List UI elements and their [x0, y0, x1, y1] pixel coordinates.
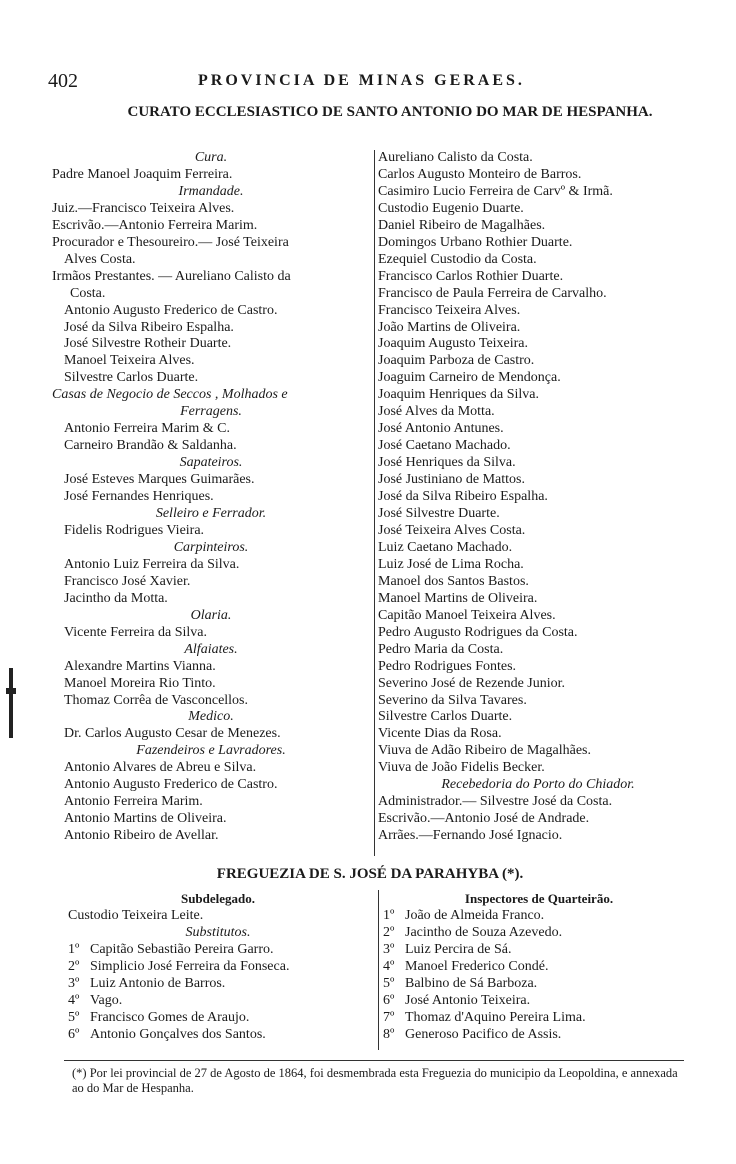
numbered-entry: [383, 958, 695, 975]
numbered-entry: [68, 1009, 368, 1026]
entry-line: Domingos Urbano Rothier Duarte.: [378, 234, 573, 250]
entry-line: Aureliano Calisto da Costa.: [378, 150, 533, 165]
inspectores-block: [378, 890, 695, 1050]
entry-line: Medico.: [188, 709, 234, 725]
entry-line: Manoel dos Santos Bastos.: [378, 573, 529, 589]
directory-columns: [52, 150, 692, 856]
running-title: PROVINCIA DE MINAS GERAES.: [198, 72, 525, 89]
numbered-entry: [68, 941, 368, 958]
entry-line: Antonio Luiz Ferreira da Silva.: [64, 556, 240, 572]
entry-line: José Silvestre Duarte.: [378, 506, 500, 522]
entry-line: Padre Manoel Joaquim Ferreira.: [52, 166, 233, 182]
subdelegado-name: Custodio Teixeira Leite.: [68, 908, 204, 923]
footnote-rule: [64, 1060, 684, 1061]
entry-line: Antonio Martins de Oliveira.: [64, 811, 227, 827]
entry-line: Selleiro e Ferrador.: [155, 506, 267, 522]
entry-line: José Caetano Machado.: [378, 438, 511, 454]
entry-line: Severino José de Rezende Junior.: [378, 675, 566, 691]
entry-line: José Esteves Marques Guimarães.: [64, 472, 255, 488]
entry-line: Pedro Rodrigues Fontes.: [378, 658, 517, 674]
entry-text: Manoel Frederico Condé.: [405, 959, 549, 974]
entry-line: Vicente Ferreira da Silva.: [64, 624, 207, 640]
entry-line: Administrador.— Silvestre José da Costa.: [378, 794, 613, 810]
subdelegado-heading: Subdelegado.: [180, 891, 256, 906]
entry-text: Francisco Gomes de Araujo.: [90, 1010, 250, 1025]
entry-text: Balbino de Sá Barboza.: [405, 976, 538, 991]
freguezia-title: FREGUEZIA DE S. JOSÉ DA PARAHYBA (*).: [216, 866, 524, 882]
entry-line: José Teixeira Alves Costa.: [378, 522, 526, 538]
entry-number: 1º: [68, 942, 80, 957]
left-column: [52, 150, 370, 845]
entry-line: Carpinteiros.: [173, 539, 249, 555]
entry-text: João de Almeida Franco.: [405, 908, 545, 923]
entry-line: Sapateiros.: [179, 455, 243, 471]
entry-text: Luiz Antonio de Barros.: [90, 976, 226, 991]
numbered-entry: [383, 924, 695, 941]
numbered-entry: [68, 992, 368, 1009]
entry-line: Arrães.—Fernando José Ignacio.: [378, 828, 563, 844]
entry-line: Pedro Maria da Costa.: [378, 641, 504, 657]
entry-text: Capitão Sebastião Pereira Garro.: [90, 942, 274, 957]
entry-line: Francisco Carlos Rothier Duarte.: [378, 268, 564, 284]
numbered-entry: [68, 1026, 368, 1043]
numbered-entry: [68, 975, 368, 992]
entry-line: Manoel Teixeira Alves.: [64, 353, 195, 369]
entry-line: Jacintho da Motta.: [64, 590, 168, 606]
entry-line: Juiz.—Francisco Teixeira Alves.: [52, 200, 235, 216]
entry-line: Escrivão.—Antonio Ferreira Marim.: [52, 217, 258, 233]
numbered-entry: [383, 941, 695, 958]
entry-number: 4º: [68, 993, 80, 1008]
entry-number: 4º: [383, 959, 395, 974]
entry-number: 7º: [383, 1010, 395, 1025]
numbered-entry: [383, 1026, 695, 1043]
substitutos-list: [68, 941, 368, 1043]
entry-line: Costa.: [70, 285, 106, 301]
entry-line: João Martins de Oliveira.: [378, 319, 521, 335]
entry-line: Alexandre Martins Vianna.: [64, 658, 216, 674]
entry-line: Viuva de Adão Ribeiro de Magalhães.: [378, 743, 591, 759]
entry-line: Joaquim Henriques da Silva.: [378, 387, 539, 403]
subdelegado-block: [68, 890, 368, 1043]
entry-number: 6º: [383, 993, 395, 1008]
entry-line: Thomaz Corrêa de Vasconcellos.: [64, 692, 249, 708]
entry-text: José Antonio Teixeira.: [405, 993, 531, 1008]
entry-line: Antonio Ferreira Marim.: [64, 794, 203, 810]
entry-line: Pedro Augusto Rodrigues da Costa.: [378, 624, 578, 640]
entry-line: Joaquim Parboza de Castro.: [378, 353, 535, 369]
entry-line: Manoel Moreira Rio Tinto.: [64, 675, 216, 691]
entry-line: Casas de Negocio de Seccos , Molhados e: [52, 387, 288, 403]
footnote: (*) Por lei provincial de 27 de Agosto de 1864, foi desmembrada esta Freguezia do municipio da Leopoldina, e annexada ao do Mar de Hespanha.: [72, 1066, 678, 1095]
freguezia-officials: [68, 890, 686, 1050]
numbered-entry: [68, 958, 368, 975]
entry-line: Vicente Dias da Rosa.: [378, 726, 502, 742]
entry-number: 5º: [383, 976, 395, 991]
entry-text: Jacintho de Souza Azevedo.: [405, 925, 563, 940]
entry-line: Ezequiel Custodio da Costa.: [378, 251, 537, 267]
entry-line: Fazendeiros e Lavradores.: [136, 743, 286, 759]
entry-line: Francisco de Paula Ferreira de Carvalho.: [378, 285, 607, 301]
entry-line: Silvestre Carlos Duarte.: [64, 370, 199, 386]
entry-line: Irmandade.: [178, 183, 244, 199]
entry-line: Carneiro Brandão & Saldanha.: [64, 438, 237, 454]
entry-line: Alfaiates.: [184, 641, 238, 657]
substitutos-heading: Substitutos.: [185, 925, 251, 940]
entry-line: Custodio Eugenio Duarte.: [378, 200, 524, 216]
entry-line: José Alves da Motta.: [378, 404, 495, 420]
entry-line: José Fernandes Henriques.: [64, 489, 214, 505]
entry-line: Ferragens.: [180, 404, 242, 420]
inspectores-list: [383, 907, 695, 1043]
entry-line: Joaquim Augusto Teixeira.: [378, 336, 529, 352]
entry-number: 2º: [68, 959, 80, 974]
entry-line: Antonio Augusto Frederico de Castro.: [64, 777, 278, 793]
entry-line: Antonio Augusto Frederico de Castro.: [64, 302, 278, 318]
page-header: [48, 70, 698, 94]
entry-text: Vago.: [90, 993, 123, 1008]
entry-number: 5º: [68, 1010, 80, 1025]
entry-line: Capitão Manoel Teixeira Alves.: [378, 607, 556, 623]
entry-text: Generoso Pacifico de Assis.: [405, 1027, 562, 1042]
entry-line: Silvestre Carlos Duarte.: [378, 709, 513, 725]
entry-text: Luiz Percira de Sá.: [405, 942, 512, 957]
section-title: CURATO ECCLESIASTICO DE SANTO ANTONIO DO MAR DE HESPANHA.: [127, 104, 653, 120]
entry-line: Recebedoria do Porto do Chiador.: [441, 777, 635, 793]
entry-line: Francisco José Xavier.: [64, 573, 191, 589]
entry-line: Francisco Teixeira Alves.: [378, 302, 521, 318]
entry-number: 6º: [68, 1027, 80, 1042]
entry-line: Daniel Ribeiro de Magalhães.: [378, 217, 546, 233]
entry-line: Procurador e Thesoureiro.— José Teixeira: [52, 234, 289, 250]
entry-number: 8º: [383, 1027, 395, 1042]
entry-number: 1º: [383, 908, 395, 923]
entry-line: Casimiro Lucio Ferreira de Carvº & Irmã.: [378, 183, 613, 199]
entry-line: Manoel Martins de Oliveira.: [378, 590, 538, 606]
margin-mark-icon: [6, 668, 16, 738]
entry-line: Olaria.: [190, 607, 232, 623]
entry-line: José Henriques da Silva.: [378, 455, 516, 471]
entry-line: Dr. Carlos Augusto Cesar de Menezes.: [64, 726, 281, 742]
entry-line: Carlos Augusto Monteiro de Barros.: [378, 166, 582, 182]
entry-number: 2º: [383, 925, 395, 940]
numbered-entry: [383, 992, 695, 1009]
entry-line: Antonio Ferreira Marim & C.: [64, 421, 231, 437]
numbered-entry: [383, 975, 695, 992]
entry-text: Simplicio José Ferreira da Fonseca.: [90, 959, 290, 974]
entry-line: Viuva de João Fidelis Becker.: [378, 760, 545, 776]
numbered-entry: [383, 1009, 695, 1026]
entry-line: José da Silva Ribeiro Espalha.: [64, 319, 234, 335]
page-number: 402: [48, 70, 78, 92]
numbered-entry: [383, 907, 695, 924]
entry-line: Antonio Alvares de Abreu e Silva.: [64, 760, 257, 776]
entry-line: José Justiniano de Mattos.: [378, 472, 525, 488]
right-column: [374, 150, 698, 856]
entry-line: Escrivão.—Antonio José de Andrade.: [378, 811, 590, 827]
entry-line: José Silvestre Rotheir Duarte.: [64, 336, 232, 352]
entry-line: José da Silva Ribeiro Espalha.: [378, 489, 548, 505]
inspectores-heading: Inspectores de Quarteirão.: [464, 891, 614, 906]
entry-line: Cura.: [194, 150, 228, 165]
entry-line: Joaguim Carneiro de Mendonça.: [378, 370, 561, 386]
entry-line: Fidelis Rodrigues Vieira.: [64, 522, 205, 538]
entry-number: 3º: [68, 976, 80, 991]
entry-line: Alves Costa.: [64, 251, 136, 267]
entry-line: Severino da Silva Tavares.: [378, 692, 527, 708]
entry-line: Antonio Ribeiro de Avellar.: [64, 828, 219, 844]
entry-text: Antonio Gonçalves dos Santos.: [90, 1027, 266, 1042]
entry-text: Thomaz d'Aquino Pereira Lima.: [405, 1010, 586, 1025]
entry-line: José Antonio Antunes.: [378, 421, 504, 437]
entry-number: 3º: [383, 942, 395, 957]
entry-line: Irmãos Prestantes. — Aureliano Calisto da: [52, 268, 291, 284]
entry-line: Luiz José de Lima Rocha.: [378, 556, 524, 572]
entry-line: Luiz Caetano Machado.: [378, 539, 513, 555]
